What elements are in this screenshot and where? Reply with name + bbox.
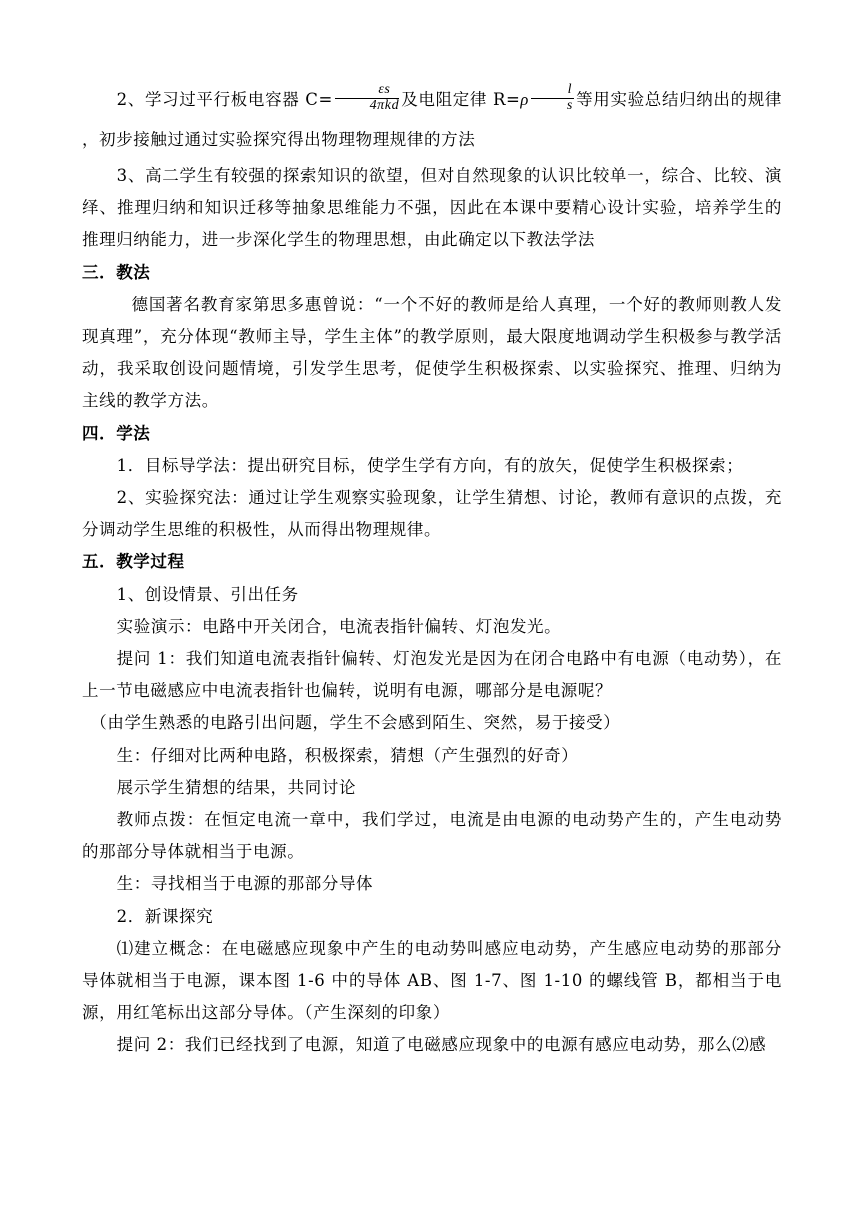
para2-text-a: 2、学习过平行板电容器 C= (116, 90, 333, 109)
section-heading-learning-method: 四．学法 (82, 423, 151, 443)
resistance-numerator: l (531, 83, 574, 99)
paragraph-student-1: 生：仔细对比两种电路，积极探索，猜想（产生强烈的好奇） (116, 745, 579, 765)
capacitance-numerator: εs (335, 83, 399, 99)
rho-symbol: ρ (520, 90, 529, 109)
paragraph-teacher-hint: 教师点拨：在恒定电流一章中，我们学过，电流是由电源的电动势产生的，产生电动势的那部分导体就相当于电源。 (82, 810, 782, 862)
resistance-denominator: s (566, 98, 573, 113)
step-new-lesson: 2．新课探究 (116, 906, 214, 926)
paragraph-formulas (82, 80, 782, 160)
paragraph-demo: 实验演示：电路中开关闭合，电流表指针偏转、灯泡发光。 (116, 616, 562, 636)
para2-text-b: 及电阻定律 R= (401, 90, 521, 109)
paragraph-show-guess: 展示学生猜想的结果，共同讨论 (116, 777, 357, 797)
paragraph-student-2: 生：寻找相当于电源的那部分导体 (116, 874, 374, 894)
paragraph-concept: ⑴建立概念：在电磁感应现象中产生的电动势叫感应电动势，产生感应电动势的那部分导体就相当于电源，课本图 1-6 中的导体 AB、图 1-7、图 1-10 的螺线管 B，都相当于电源，用红笔标出这部分导体。（产生深刻的印象） (82, 938, 782, 1023)
section-heading-teaching-process: 五．教学过程 (82, 552, 185, 572)
capacitance-fraction (335, 83, 399, 113)
paragraph-question-2: 提问 2：我们已经找到了电源，知道了电磁感应现象中的电源有感应电动势，那么⑵感 (116, 1035, 767, 1055)
paragraph-teaching-method: 德国著名教育家第思多惠曾说：“一个不好的教师是给人真理，一个好的教师则教人发现真理”，充分体现“教师主导，学生主体”的教学原则，最大限度地调动学生积极参与教学活动，我采取创设问题情境，引发学生思考，促使学生积极探索、以实验探究、推理、归纳为主线的教学方法。 (82, 294, 782, 411)
list-item-goal-method: 1．目标导学法：提出研究目标，使学生学有方向，有的放矢，促使学生积极探索； (116, 455, 744, 475)
paragraph-student-analysis: 3、高二学生有较强的探索知识的欲望，但对自然现象的认识比较单一，综合、比较、演绎、推理归纳和知识迁移等抽象思维能力不强，因此在本课中要精心设计实验，培养学生的推理归纳能力，进一步深化学生的物理思想，由此确定以下教法学法 (82, 166, 782, 250)
section-heading-teaching-method: 三．教法 (82, 262, 151, 282)
list-item-experiment-method: 2、实验探究法：通过让学生观察实验现象，让学生猜想、讨论，教师有意识的点拨，充分调动学生思维的积极性，从而得出物理规律。 (82, 488, 782, 540)
resistance-fraction (531, 83, 574, 113)
paragraph-note-1: （由学生熟悉的电路引出问题，学生不会感到陌生、突然，易于接受） (90, 713, 621, 733)
step-create-scenario: 1、创设情景、引出任务 (116, 584, 299, 604)
paragraph-question-1: 提问 1：我们知道电流表指针偏转、灯泡发光是因为在闭合电路中有电源（电动势），在上一节电磁感应中电流表指针也偏转，说明有电源，哪部分是电源呢？ (82, 649, 782, 701)
para2-text-c: 等用实验总结归纳出的规律 ，初步接触过通过实验探究得出物理物理规律的方法 (82, 90, 782, 149)
capacitance-denominator: 4πkd (369, 98, 400, 113)
document-page (82, 80, 782, 1062)
